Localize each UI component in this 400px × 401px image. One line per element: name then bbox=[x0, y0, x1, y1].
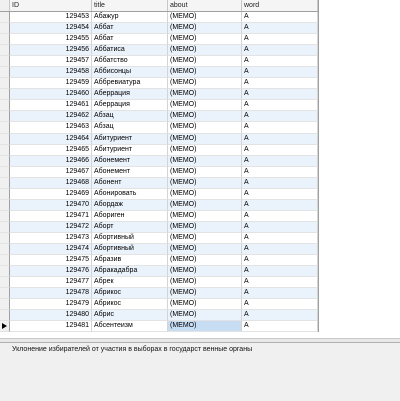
row-indicator[interactable] bbox=[0, 78, 10, 89]
cell-about[interactable]: (МЕМО) bbox=[168, 67, 242, 78]
cell-about[interactable]: (МЕМО) bbox=[168, 288, 242, 299]
row-indicator-header bbox=[0, 0, 10, 11]
cell-about[interactable]: (МЕМО) bbox=[168, 145, 242, 156]
cell-id[interactable]: 129467 bbox=[10, 167, 92, 178]
cell-title[interactable]: Абзац bbox=[92, 122, 168, 133]
cell-title[interactable]: Абрис bbox=[92, 310, 168, 321]
table-row[interactable] bbox=[0, 145, 318, 156]
row-indicator[interactable] bbox=[0, 255, 10, 266]
row-indicator[interactable] bbox=[0, 321, 10, 332]
cell-title[interactable]: Абориген bbox=[92, 211, 168, 222]
row-indicator[interactable] bbox=[0, 288, 10, 299]
cell-title[interactable]: Абонемент bbox=[92, 167, 168, 178]
cell-about[interactable]: (МЕМО) bbox=[168, 45, 242, 56]
cell-id[interactable]: 129456 bbox=[10, 45, 92, 56]
cell-id[interactable]: 129465 bbox=[10, 145, 92, 156]
cell-id[interactable]: 129474 bbox=[10, 244, 92, 255]
cell-about[interactable]: (МЕМО) bbox=[168, 178, 242, 189]
cell-about[interactable]: (МЕМО) bbox=[168, 56, 242, 67]
cell-title[interactable]: Абзац bbox=[92, 111, 168, 122]
row-indicator[interactable] bbox=[0, 134, 10, 145]
cell-title[interactable]: Абитуриент bbox=[92, 134, 168, 145]
cell-word[interactable]: A bbox=[242, 122, 318, 133]
row-indicator[interactable] bbox=[0, 156, 10, 167]
cell-title[interactable]: Абрикос bbox=[92, 288, 168, 299]
row-indicator[interactable] bbox=[0, 233, 10, 244]
cell-word[interactable]: A bbox=[242, 78, 318, 89]
table-row[interactable] bbox=[0, 211, 318, 222]
cell-word[interactable]: A bbox=[242, 244, 318, 255]
grid-rows bbox=[0, 12, 318, 332]
cell-id[interactable]: 129464 bbox=[10, 134, 92, 145]
cell-title[interactable]: Абонемент bbox=[92, 156, 168, 167]
cell-id[interactable]: 129477 bbox=[10, 277, 92, 288]
row-indicator[interactable] bbox=[0, 222, 10, 233]
row-indicator[interactable] bbox=[0, 167, 10, 178]
row-indicator[interactable] bbox=[0, 145, 10, 156]
cell-id[interactable]: 129459 bbox=[10, 78, 92, 89]
table-row[interactable] bbox=[0, 244, 318, 255]
cell-about[interactable]: (МЕМО) bbox=[168, 12, 242, 23]
table-row[interactable] bbox=[0, 233, 318, 244]
table-row[interactable] bbox=[0, 89, 318, 100]
cell-word[interactable]: A bbox=[242, 277, 318, 288]
table-row[interactable] bbox=[0, 288, 318, 299]
cell-about[interactable]: (МЕМО) bbox=[168, 89, 242, 100]
cell-word[interactable]: A bbox=[242, 321, 318, 332]
cell-id[interactable]: 129455 bbox=[10, 34, 92, 45]
cell-id[interactable]: 129472 bbox=[10, 222, 92, 233]
table-row[interactable] bbox=[0, 299, 318, 310]
cell-id[interactable]: 129457 bbox=[10, 56, 92, 67]
cell-word[interactable]: A bbox=[242, 34, 318, 45]
table-row[interactable] bbox=[0, 321, 318, 332]
cell-id[interactable]: 129470 bbox=[10, 200, 92, 211]
cell-word[interactable]: A bbox=[242, 200, 318, 211]
cell-about[interactable]: (МЕМО) bbox=[168, 100, 242, 111]
cell-id[interactable]: 129481 bbox=[10, 321, 92, 332]
column-header-title[interactable]: title bbox=[92, 0, 168, 11]
cell-about[interactable]: (МЕМО) bbox=[168, 211, 242, 222]
cell-about[interactable]: (МЕМО) bbox=[168, 134, 242, 145]
column-header-id[interactable]: ID bbox=[10, 0, 92, 11]
cell-about[interactable]: (МЕМО) bbox=[168, 23, 242, 34]
table-row[interactable] bbox=[0, 111, 318, 122]
table-row[interactable] bbox=[0, 156, 318, 167]
cell-word[interactable]: A bbox=[242, 12, 318, 23]
column-header-word[interactable]: word bbox=[242, 0, 318, 11]
cell-title[interactable]: Абордаж bbox=[92, 200, 168, 211]
table-row[interactable] bbox=[0, 45, 318, 56]
cell-id[interactable]: 129476 bbox=[10, 266, 92, 277]
cell-title[interactable]: Аберрация bbox=[92, 100, 168, 111]
row-indicator[interactable] bbox=[0, 310, 10, 321]
cell-id[interactable]: 129462 bbox=[10, 111, 92, 122]
cell-about[interactable]: (МЕМО) bbox=[168, 34, 242, 45]
row-indicator[interactable] bbox=[0, 244, 10, 255]
table-row[interactable] bbox=[0, 134, 318, 145]
cell-title[interactable]: Абсентеизм bbox=[92, 321, 168, 332]
row-indicator[interactable] bbox=[0, 67, 10, 78]
row-indicator[interactable] bbox=[0, 266, 10, 277]
cell-title[interactable]: Абразив bbox=[92, 255, 168, 266]
cell-id[interactable]: 129478 bbox=[10, 288, 92, 299]
cell-title[interactable]: Аббисонцы bbox=[92, 67, 168, 78]
cell-id[interactable]: 129466 bbox=[10, 156, 92, 167]
cell-title[interactable]: Абрек bbox=[92, 277, 168, 288]
cell-word[interactable]: A bbox=[242, 178, 318, 189]
cell-about[interactable]: (МЕМО) bbox=[168, 310, 242, 321]
cell-title[interactable]: Абонировать bbox=[92, 189, 168, 200]
cell-title[interactable]: Абортивный bbox=[92, 233, 168, 244]
row-indicator[interactable] bbox=[0, 12, 10, 23]
cell-word[interactable]: A bbox=[242, 255, 318, 266]
table-row[interactable] bbox=[0, 23, 318, 34]
table-row[interactable] bbox=[0, 122, 318, 133]
cell-about[interactable]: (МЕМО) bbox=[168, 156, 242, 167]
cell-title[interactable]: Аборт bbox=[92, 222, 168, 233]
cell-id[interactable]: 129454 bbox=[10, 23, 92, 34]
cell-word[interactable]: A bbox=[242, 111, 318, 122]
table-row[interactable] bbox=[0, 167, 318, 178]
cell-id[interactable]: 129473 bbox=[10, 233, 92, 244]
row-indicator[interactable] bbox=[0, 34, 10, 45]
cell-word[interactable]: A bbox=[242, 100, 318, 111]
cell-word[interactable]: A bbox=[242, 67, 318, 78]
cell-word[interactable]: A bbox=[242, 167, 318, 178]
cell-word[interactable]: A bbox=[242, 56, 318, 67]
cell-id[interactable]: 129461 bbox=[10, 100, 92, 111]
table-row[interactable] bbox=[0, 222, 318, 233]
cell-title[interactable]: Абажур bbox=[92, 12, 168, 23]
table-row[interactable] bbox=[0, 100, 318, 111]
cell-id[interactable]: 129471 bbox=[10, 211, 92, 222]
cell-title[interactable]: Аббатство bbox=[92, 56, 168, 67]
row-indicator[interactable] bbox=[0, 56, 10, 67]
cell-id[interactable]: 129469 bbox=[10, 189, 92, 200]
table-row[interactable] bbox=[0, 189, 318, 200]
table-row[interactable] bbox=[0, 67, 318, 78]
row-indicator[interactable] bbox=[0, 23, 10, 34]
row-indicator[interactable] bbox=[0, 111, 10, 122]
current-row-arrow-icon bbox=[2, 323, 7, 329]
memo-text[interactable]: Уклонение избирателей от участия в выборах в государст венные органы bbox=[12, 346, 253, 353]
cell-word[interactable]: A bbox=[242, 145, 318, 156]
memo-panel[interactable] bbox=[0, 342, 400, 401]
row-indicator[interactable] bbox=[0, 211, 10, 222]
cell-about[interactable]: (МЕМО) bbox=[168, 255, 242, 266]
cell-id[interactable]: 129479 bbox=[10, 299, 92, 310]
cell-title[interactable]: Абракадабра bbox=[92, 266, 168, 277]
cell-about[interactable]: (МЕМО) bbox=[168, 78, 242, 89]
cell-title[interactable]: Абитуриент bbox=[92, 145, 168, 156]
cell-id[interactable]: 129458 bbox=[10, 67, 92, 78]
cell-about[interactable]: (МЕМО) bbox=[168, 277, 242, 288]
cell-word[interactable]: A bbox=[242, 233, 318, 244]
cell-title[interactable]: Абрикос bbox=[92, 299, 168, 310]
table-row[interactable] bbox=[0, 277, 318, 288]
cell-word[interactable]: A bbox=[242, 134, 318, 145]
row-indicator[interactable] bbox=[0, 299, 10, 310]
table-row[interactable] bbox=[0, 56, 318, 67]
table-row[interactable] bbox=[0, 255, 318, 266]
cell-word[interactable]: A bbox=[242, 211, 318, 222]
cell-word[interactable]: A bbox=[242, 299, 318, 310]
cell-title[interactable]: Абортивный bbox=[92, 244, 168, 255]
table-row[interactable] bbox=[0, 34, 318, 45]
cell-word[interactable]: A bbox=[242, 156, 318, 167]
table-row[interactable] bbox=[0, 12, 318, 23]
cell-about[interactable]: (МЕМО) bbox=[168, 200, 242, 211]
row-indicator[interactable] bbox=[0, 200, 10, 211]
table-row[interactable] bbox=[0, 200, 318, 211]
row-indicator[interactable] bbox=[0, 189, 10, 200]
cell-about[interactable]: (МЕМО) bbox=[168, 189, 242, 200]
cell-word[interactable]: A bbox=[242, 23, 318, 34]
row-indicator[interactable] bbox=[0, 45, 10, 56]
row-indicator[interactable] bbox=[0, 100, 10, 111]
cell-word[interactable]: A bbox=[242, 45, 318, 56]
cell-about[interactable]: (МЕМО) bbox=[168, 222, 242, 233]
cell-word[interactable]: A bbox=[242, 189, 318, 200]
row-indicator[interactable] bbox=[0, 178, 10, 189]
cell-id[interactable]: 129460 bbox=[10, 89, 92, 100]
cell-word[interactable]: A bbox=[242, 288, 318, 299]
table-row[interactable] bbox=[0, 310, 318, 321]
cell-id[interactable]: 129480 bbox=[10, 310, 92, 321]
cell-about[interactable]: (МЕМО) bbox=[168, 111, 242, 122]
cell-about[interactable]: (МЕМО) bbox=[168, 233, 242, 244]
row-indicator[interactable] bbox=[0, 89, 10, 100]
cell-title[interactable]: Аберрация bbox=[92, 89, 168, 100]
table-row[interactable] bbox=[0, 266, 318, 277]
cell-id[interactable]: 129468 bbox=[10, 178, 92, 189]
cell-about[interactable]: (МЕМО) bbox=[168, 321, 242, 332]
cell-title[interactable]: Абонент bbox=[92, 178, 168, 189]
table-row[interactable] bbox=[0, 78, 318, 89]
cell-about[interactable]: (МЕМО) bbox=[168, 167, 242, 178]
cell-title[interactable]: Аббат bbox=[92, 34, 168, 45]
cell-word[interactable]: A bbox=[242, 266, 318, 277]
cell-word[interactable]: A bbox=[242, 310, 318, 321]
column-header-about[interactable]: about bbox=[168, 0, 242, 11]
cell-word[interactable]: A bbox=[242, 222, 318, 233]
table-row[interactable] bbox=[0, 178, 318, 189]
cell-title[interactable]: Аббат bbox=[92, 23, 168, 34]
cell-about[interactable]: (МЕМО) bbox=[168, 299, 242, 310]
grid-header bbox=[0, 0, 318, 12]
cell-id[interactable]: 129475 bbox=[10, 255, 92, 266]
cell-id[interactable]: 129463 bbox=[10, 122, 92, 133]
cell-title[interactable]: Аббревиатура bbox=[92, 78, 168, 89]
row-indicator[interactable] bbox=[0, 277, 10, 288]
cell-title[interactable]: Аббатиса bbox=[92, 45, 168, 56]
cell-about[interactable]: (МЕМО) bbox=[168, 122, 242, 133]
cell-word[interactable]: A bbox=[242, 89, 318, 100]
row-indicator[interactable] bbox=[0, 122, 10, 133]
cell-about[interactable]: (МЕМО) bbox=[168, 244, 242, 255]
cell-about[interactable]: (МЕМО) bbox=[168, 266, 242, 277]
cell-id[interactable]: 129453 bbox=[10, 12, 92, 23]
